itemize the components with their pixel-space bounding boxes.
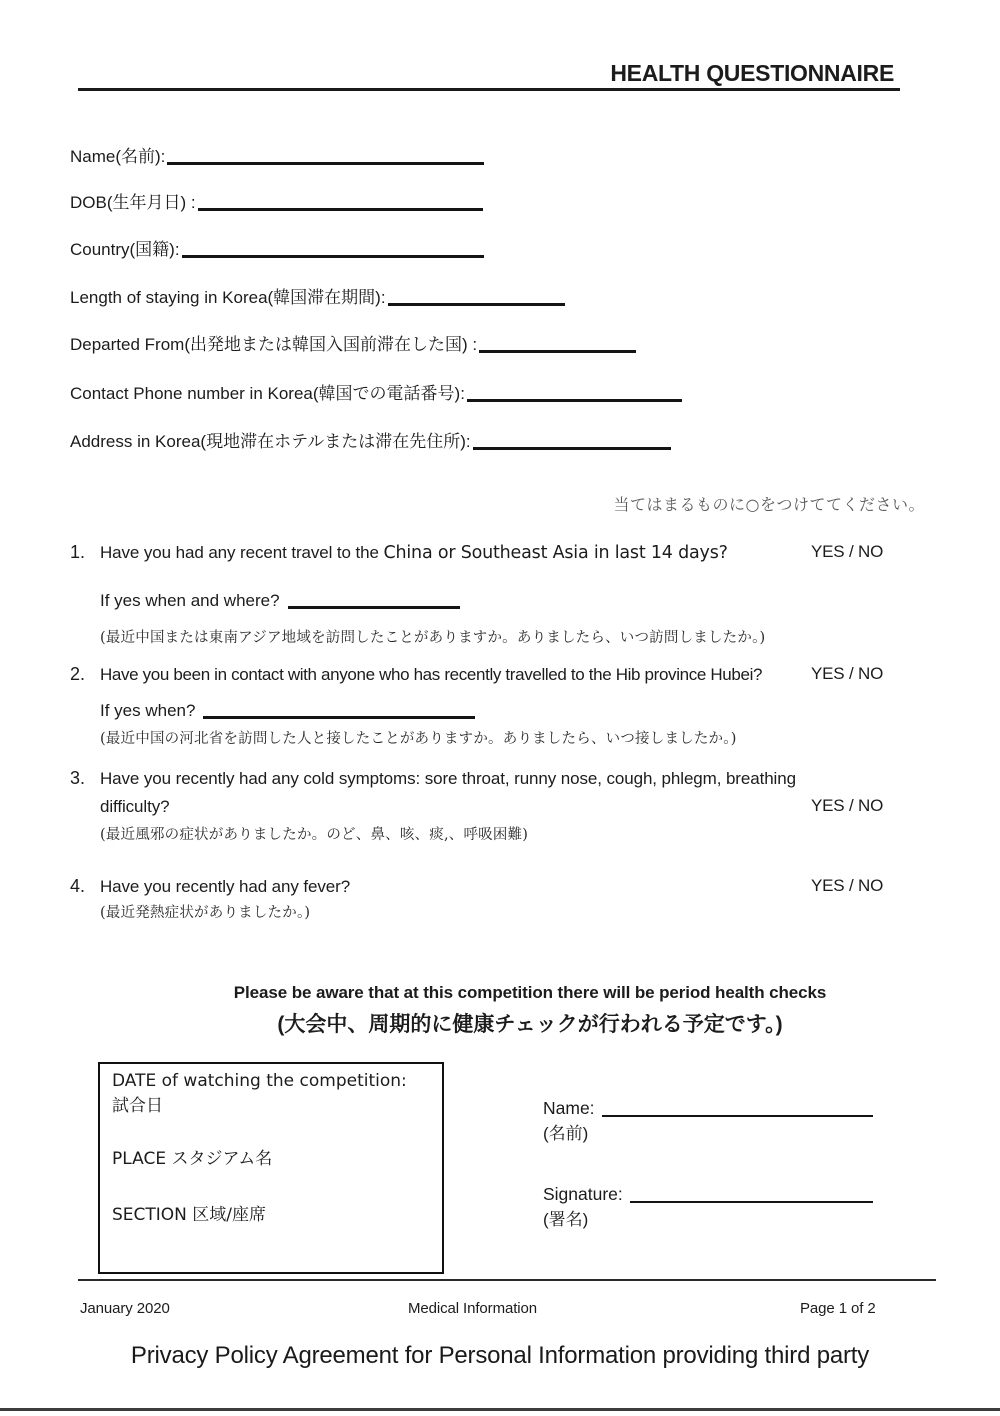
health-check-notice-jp: (大会中、周期的に健康チェックが行われる予定です。) <box>277 1013 783 1036</box>
question-2-followup <box>100 700 475 722</box>
privacy-policy-heading: Privacy Policy Agreement for Personal Information providing third party <box>130 1342 870 1369</box>
sig-name-row <box>543 1097 903 1119</box>
question-3-number: 3. <box>70 768 86 788</box>
sig-signature-row <box>543 1183 903 1205</box>
question-1-followup-underline <box>288 592 460 609</box>
question-1-text-alt: China or Southeast Asia in last 14 days? <box>383 543 728 563</box>
question-1-followup <box>100 590 460 612</box>
question-4-yes-no: YES / NO <box>811 876 884 895</box>
question-2-jp: (最近中国の河北省を訪問した人と接したことがありますか。ありましたら、いつ接しましたか。) <box>100 731 737 747</box>
question-1-text: Have you had any recent travel to the <box>100 543 384 562</box>
question-3-text-line1: Have you recently had any cold symptoms: sore throat, runny nose, cough, phlegm, breathing <box>100 769 796 788</box>
dob-underline <box>198 194 483 211</box>
field-label-name: Name(名前): <box>70 147 166 166</box>
question-4-number: 4. <box>70 876 86 896</box>
field-row-contact-phone <box>70 383 682 407</box>
question-1-jp: (最近中国または東南アジア地域を訪問したことがありますか。ありましたら、いつ訪問しましたか。) <box>100 630 766 646</box>
field-label-contact-phone: Contact Phone number in Korea(韓国での電話番号): <box>70 384 465 403</box>
footer-rule <box>78 1279 936 1281</box>
question-4-text: Have you recently had any fever? <box>100 877 351 896</box>
question-1-yes-no: YES / NO <box>811 542 884 561</box>
question-1 <box>70 541 930 564</box>
footer-date: January 2020 <box>80 1300 170 1317</box>
contact-phone-underline <box>467 385 682 402</box>
sig-signature-underline <box>630 1187 873 1203</box>
question-4-jp: (最近発熱症状がありましたか。) <box>100 905 311 921</box>
sig-name-underline <box>602 1101 873 1117</box>
box-section-label: SECTION 区域/座席 <box>112 1205 267 1225</box>
signature-block <box>543 1097 903 1232</box>
question-1-number: 1. <box>70 542 86 562</box>
question-1-followup-label: If yes when and where? <box>100 591 280 610</box>
question-2 <box>70 663 930 686</box>
field-row-country <box>70 239 484 263</box>
box-date-label: DATE of watching the competition: <box>112 1071 407 1091</box>
question-3-line1-row <box>70 767 930 790</box>
health-check-notice-en: Please be aware that at this competition there will be period health checks <box>233 983 827 1002</box>
address-underline <box>473 433 671 450</box>
question-2-number: 2. <box>70 664 86 684</box>
sig-signature-label: Signature: <box>543 1184 623 1204</box>
field-label-departed-from: Departed From(出発地または韓国入国前滞在した国) : <box>70 335 478 354</box>
header-rule <box>78 60 900 91</box>
scan-bottom-edge <box>0 1408 1000 1411</box>
field-row-address <box>70 431 671 455</box>
question-4 <box>70 875 930 898</box>
field-row-name <box>70 146 484 170</box>
name-underline <box>167 148 484 165</box>
sig-name-jp: (名前) <box>543 1124 589 1143</box>
footer-section: Medical Information <box>408 1300 537 1317</box>
country-underline <box>182 241 484 258</box>
question-2-yes-no: YES / NO <box>811 664 884 683</box>
question-3-text-line2: difficulty? <box>100 797 170 816</box>
box-date-jp: 試合日 <box>112 1096 163 1116</box>
circle-instruction-jp: 当てはまるものに○をつけててください。 <box>613 495 925 514</box>
page-title: HEALTH QUESTIONNAIRE <box>610 60 894 86</box>
footer-page-number: Page 1 of 2 <box>800 1300 876 1317</box>
length-of-stay-underline <box>388 289 565 306</box>
field-label-address: Address in Korea(現地滞在ホテルまたは滞在先住所): <box>70 432 471 451</box>
question-2-followup-label: If yes when? <box>100 701 196 720</box>
question-2-followup-underline <box>203 702 475 719</box>
field-row-length-of-stay <box>70 287 565 311</box>
question-3-line2-row <box>100 796 930 818</box>
field-label-country: Country(国籍): <box>70 240 180 259</box>
departed-from-underline <box>479 336 636 353</box>
question-2-text: Have you been in contact with anyone who has recently travelled to the Hib province Hubei? <box>100 665 763 684</box>
field-row-dob <box>70 192 483 216</box>
question-3-yes-no: YES / NO <box>811 796 884 815</box>
field-label-length-of-stay: Length of staying in Korea(韓国滞在期間): <box>70 288 386 307</box>
sig-signature-jp: (署名) <box>543 1210 589 1229</box>
box-place-label: PLACE スタジアム名 <box>112 1149 273 1169</box>
field-label-dob: DOB(生年月日) : <box>70 193 196 212</box>
field-row-departed-from <box>70 334 636 358</box>
attendance-box <box>98 1062 444 1274</box>
question-3-jp: (最近風邪の症状がありましたか。のど、鼻、咳、痰,、呼吸困難) <box>100 827 529 843</box>
question-3 <box>70 767 930 818</box>
sig-name-label: Name: <box>543 1098 595 1118</box>
